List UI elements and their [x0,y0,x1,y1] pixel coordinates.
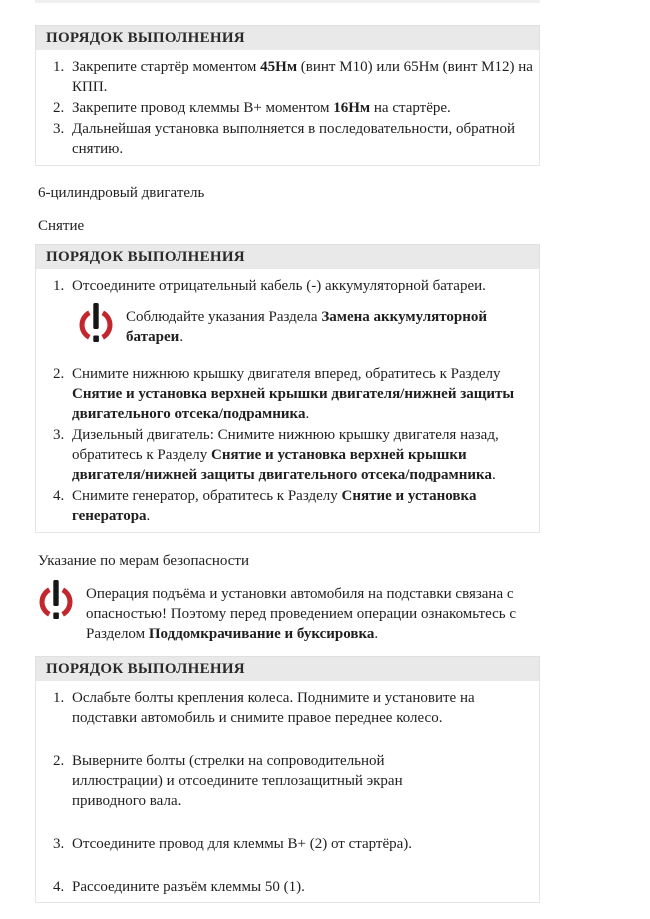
list-item-text: Снимите генератор, обратитесь к Разделу Снятие и установка генератора. [72,488,477,524]
list-item [36,751,539,811]
list-item-number: 4. [53,879,65,895]
procedure-header-label: ПОРЯДОК ВЫПОЛНЕНИЯ [46,661,245,677]
list-item-text: Дизельный двигатель: Снимите нижнюю крышку двигателя назад, обратитесь к Разделу Снятие и установка верхней крышки двигателя/нижней защиты двигательного отсека/подрамника. [72,427,499,483]
warning-note [78,304,539,348]
list-item [36,877,539,897]
procedure-header-bar [35,244,540,269]
list-item-number: 2. [53,753,65,769]
procedure-box-2 [35,269,540,533]
list-item-number: 1. [53,59,65,75]
list-item [36,688,539,728]
list-item [36,834,539,854]
list-item-text: Закрепите провод клеммы В+ моментом 16Нм на стартёре. [72,100,451,116]
list-item [36,364,539,424]
engine-heading: 6-цилиндровый двигатель [38,185,205,201]
list-item-number: 1. [53,278,65,294]
list-item-number: 2. [53,100,65,116]
safety-warning-note [38,581,650,644]
list-item-number: 3. [53,836,65,852]
procedure-header-bar [35,656,540,681]
list-item [36,486,539,526]
list-item-number: 3. [53,121,65,137]
list-item [36,425,539,485]
procedure-box-1 [35,50,540,166]
list-item-text: Закрепите стартёр моментом 45Нм (винт М10) или 65Нм (винт М12) на КПП. [72,59,533,95]
list-item [36,119,539,159]
warning-exclamation-icon [78,302,114,348]
warning-text: Соблюдайте указания Раздела Замена аккумуляторной батареи. [126,309,488,345]
list-item-number: 2. [53,366,65,382]
list-item-text: Дальнейшая установка выполняется в последовательности, обратной снятию. [72,121,515,157]
procedure-header-label: ПОРЯДОК ВЫПОЛНЕНИЯ [46,30,245,46]
list-item-text: Отсоедините отрицательный кабель (-) аккумуляторной батареи. [72,278,486,294]
procedure-header-label: ПОРЯДОК ВЫПОЛНЕНИЯ [46,249,245,265]
safety-note-heading: Указание по мерам безопасности [38,553,249,569]
warning-exclamation-icon [38,579,74,625]
list-item-number: 1. [53,690,65,706]
procedure-box-3 [35,681,540,903]
list-item-text: Отсоедините провод для клеммы В+ (2) от стартёра). [72,836,413,852]
warning-text: Операция подъёма и установки автомобиля на подставки связана с опасностью! Поэтому перед проведением операции ознакомьтесь с Разделом Поддомкрачивание и буксировка. [86,586,517,642]
list-item-number: 3. [53,427,65,443]
list-item-text: Выверните болты (стрелки на сопроводительной иллюстрации) и отсоедините теплозащитный экран приводного вала. [72,753,403,809]
cropped-previous-section-strip [35,0,540,3]
procedure-header-bar [35,25,540,50]
list-item-text: Рассоедините разъём клеммы 50 (1). [72,879,305,895]
list-item [36,57,539,97]
list-item-text: Ослабьте болты крепления колеса. Поднимите и установите на подставки автомобиль и снимите правое переднее колесо. [72,690,475,726]
removal-heading: Снятие [38,218,85,234]
list-item-number: 4. [53,488,65,504]
list-item-text: Снимите нижнюю крышку двигателя вперед, обратитесь к Разделу Снятие и установка верхней крышки двигателя/нижней защиты двигательного отсека/подрамника. [72,366,515,422]
list-item [36,276,539,296]
list-item [36,98,539,118]
